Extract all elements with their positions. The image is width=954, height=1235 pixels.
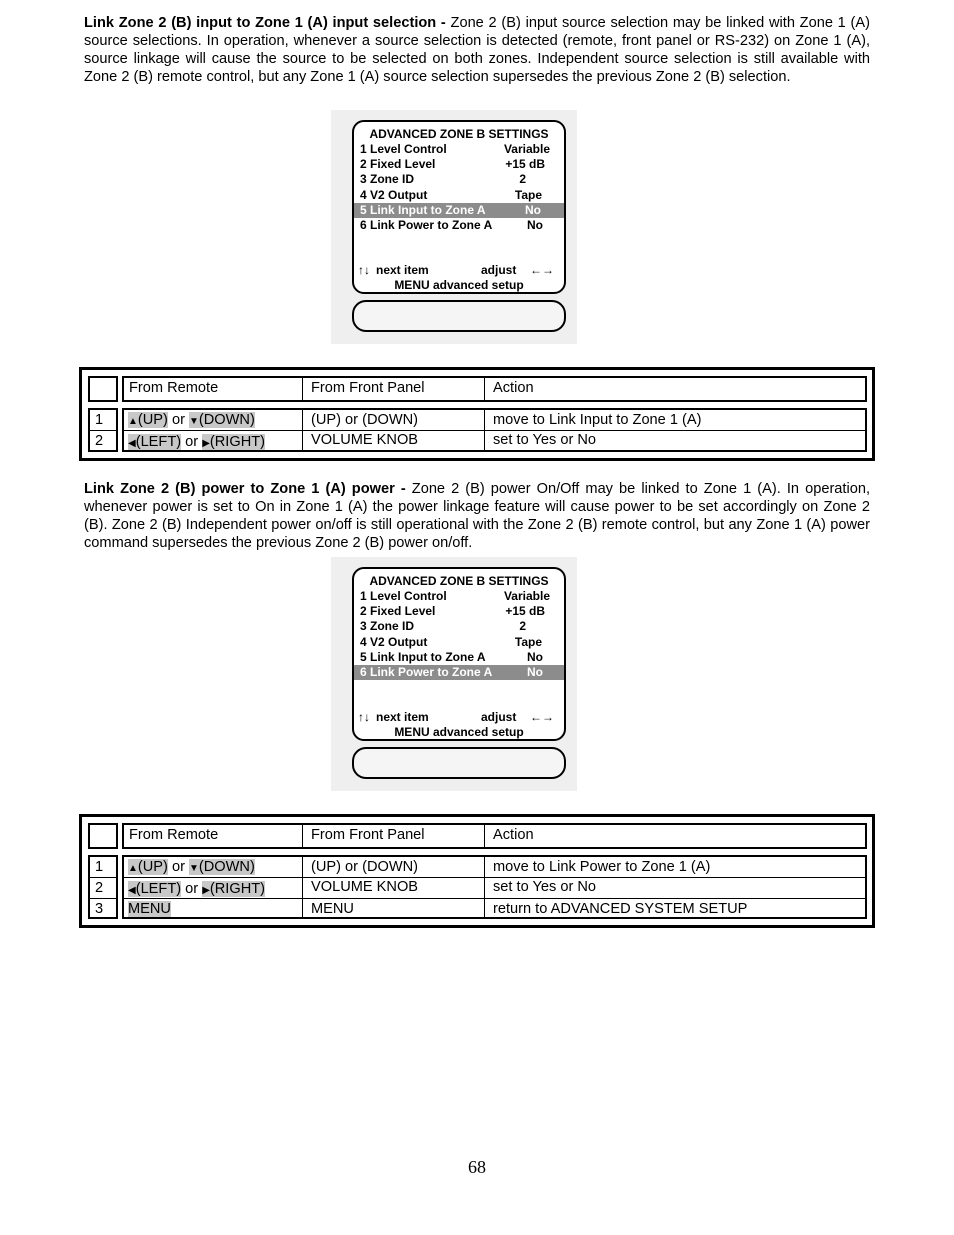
remote-left-right: ◀(LEFT) or ▶(RIGHT): [128, 881, 266, 897]
up-down-arrows-icon: ↑↓: [358, 710, 370, 724]
row-number: 2: [95, 880, 104, 896]
control-table-link-input: [79, 367, 875, 461]
header-from-front-panel: From Front Panel: [311, 380, 425, 396]
action-move: move to Link Power to Zone 1 (A): [493, 859, 711, 875]
header-action: Action: [493, 380, 534, 396]
section-link-power-paragraph: [84, 480, 870, 552]
osd-title: ADVANCED ZONE B SETTINGS: [369, 127, 549, 141]
osd-menu-line: MENU advanced setup: [394, 278, 524, 292]
left-right-arrows-icon: ←→: [530, 263, 554, 277]
header-num-box: [88, 823, 118, 849]
header-action: Action: [493, 827, 534, 843]
action-set: set to Yes or No: [493, 879, 597, 895]
osd-row: 2 Fixed Level +15 dB: [360, 604, 545, 618]
osd-title: ADVANCED ZONE B SETTINGS: [369, 574, 549, 588]
action-move: move to Link Input to Zone 1 (A): [493, 412, 702, 428]
up-down-arrows-icon: ↑↓: [358, 263, 370, 277]
osd-row: 5 Link Input to Zone A No: [360, 650, 543, 664]
up-triangle-icon: ▲: [128, 863, 138, 874]
panel-menu: MENU: [311, 901, 354, 917]
osd-bezel: [352, 300, 566, 332]
page-number: 68: [468, 1157, 486, 1177]
osd-screen-illustration: [331, 110, 577, 344]
left-right-arrows-icon: ←→: [530, 710, 554, 724]
remote-up-down: ▲(UP) or ▼(DOWN): [128, 412, 255, 428]
osd-row: 3 Zone ID 2: [360, 172, 526, 186]
row-number: 3: [95, 901, 104, 917]
down-triangle-icon: ▼: [189, 863, 199, 874]
up-triangle-icon: ▲: [128, 416, 138, 427]
section-link-input-body: Zone 2 (B) input source selection may be linked with Zone 1 (A) source selections. In operation, whenever a source selection is detected (remote, front panel or RS-232) on Zone 1 (A), source linkage will cause the source to be selected on both zones. Independent source selection is still available with Zone 2 (B) remote control, but any Zone 1 (A) source selection supersedes the previous Zone 2 (B) selection.: [84, 15, 870, 85]
osd-row: 3 Zone ID 2: [360, 619, 526, 633]
down-triangle-icon: ▼: [189, 416, 199, 427]
osd-footer: ↑↓ next item adjust ←→: [358, 710, 554, 724]
action-return: return to ADVANCED SYSTEM SETUP: [493, 901, 748, 917]
remote-left-right: ◀(LEFT) or ▶(RIGHT): [128, 434, 266, 450]
header-from-remote: From Remote: [129, 827, 219, 843]
osd-display: [352, 567, 566, 741]
osd-display: [352, 120, 566, 294]
osd-row: 1 Level Control Variable: [360, 142, 550, 156]
row-number: 1: [95, 859, 104, 875]
left-triangle-icon: ◀: [128, 885, 136, 896]
row-number: 2: [95, 433, 104, 449]
osd-screen-illustration: [331, 557, 577, 791]
right-triangle-icon: ▶: [202, 438, 210, 449]
header-num-box: [88, 376, 118, 402]
action-set: set to Yes or No: [493, 432, 597, 448]
row-number: 1: [95, 412, 104, 428]
right-triangle-icon: ▶: [202, 885, 210, 896]
osd-row: 2 Fixed Level +15 dB: [360, 157, 545, 171]
section-link-power-body: Zone 2 (B) power On/Off may be linked to Zone 1 (A). In operation, whenever power is set to On in Zone 1 (A) the power linkage feature will cause power to be set accordingly on Zone 2 (B). Zone 2 (B) Independent power on/off is still operational with the Zone 2 (B) remote control, but any Zone 1 (A) power command supersedes the previous Zone 2 (B) power on/off.: [84, 481, 871, 551]
osd-menu-line: MENU advanced setup: [394, 725, 524, 739]
panel-volume-knob: VOLUME KNOB: [311, 432, 419, 448]
section-link-input-paragraph: [84, 14, 870, 86]
osd-row-selected: 5 Link Input to Zone A No: [354, 203, 564, 218]
osd-row: 4 V2 Output Tape: [360, 188, 542, 202]
panel-up-down: (UP) or (DOWN): [311, 412, 419, 428]
osd-row: 6 Link Power to Zone A No: [360, 218, 543, 232]
osd-bezel: [352, 747, 566, 779]
section-link-input-heading: Link Zone 2 (B) input to Zone 1 (A) input selection -: [84, 15, 446, 31]
control-table-link-power: [79, 814, 875, 928]
remote-menu: MENU: [128, 901, 171, 917]
remote-up-down: ▲(UP) or ▼(DOWN): [128, 859, 255, 875]
osd-footer: ↑↓ next item adjust ←→: [358, 263, 554, 277]
header-from-remote: From Remote: [129, 380, 219, 396]
panel-up-down: (UP) or (DOWN): [311, 859, 419, 875]
osd-row: 4 V2 Output Tape: [360, 635, 542, 649]
section-link-power-heading: Link Zone 2 (B) power to Zone 1 (A) power -: [84, 481, 406, 497]
osd-row-selected: 6 Link Power to Zone A No: [354, 665, 564, 680]
osd-row: 1 Level Control Variable: [360, 589, 550, 603]
panel-volume-knob: VOLUME KNOB: [311, 879, 419, 895]
left-triangle-icon: ◀: [128, 438, 136, 449]
header-from-front-panel: From Front Panel: [311, 827, 425, 843]
